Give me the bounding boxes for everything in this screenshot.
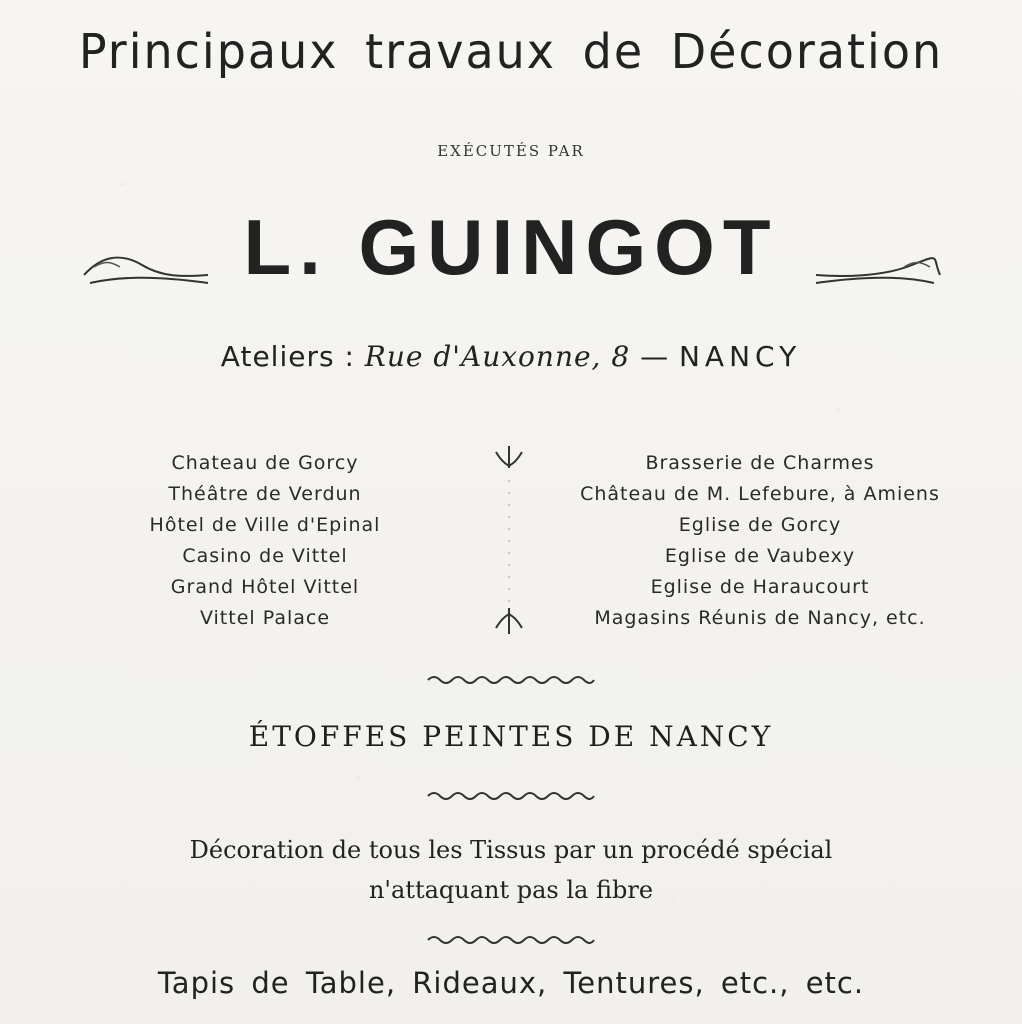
list-item: Grand Hôtel Vittel <box>170 576 360 598</box>
list-item: Eglise de Gorcy <box>678 514 842 536</box>
wavy-divider-1 <box>426 672 596 688</box>
list-item: Brasserie de Charmes <box>645 452 875 474</box>
vertical-divider-ornament <box>484 440 534 650</box>
list-item: Magasins Réunis de Nancy, etc. <box>594 607 926 629</box>
list-item: Théâtre de Verdun <box>168 483 362 505</box>
company-name: L. GUINGOT <box>243 203 779 291</box>
right-flourish-ornament <box>812 247 942 289</box>
works-list-left <box>110 448 420 634</box>
city-name: NANCY <box>678 340 802 373</box>
wavy-divider-2 <box>426 788 596 804</box>
list-item: Casino de Vittel <box>182 545 348 567</box>
page-title: Principaux travaux de Décoration <box>78 22 944 80</box>
list-item: Hôtel de Ville d'Epinal <box>149 514 381 536</box>
list-item: Vittel Palace <box>199 607 331 629</box>
address-separator: — <box>640 340 670 373</box>
footer-product-line: Tapis de Table, Rideaux, Tentures, etc., etc. <box>157 966 865 1000</box>
address-line <box>0 340 1022 373</box>
address-label: Ateliers : <box>220 340 355 373</box>
wavy-divider-3 <box>426 932 596 948</box>
description-line-2: n'attaquant pas la fibre <box>368 876 654 904</box>
works-list-right <box>545 448 975 634</box>
list-item: Château de M. Lefebure, à Amiens <box>580 483 940 505</box>
list-item: Eglise de Haraucourt <box>650 576 870 598</box>
description-line-1: Décoration de tous les Tissus par un procédé spécial <box>189 836 833 864</box>
list-item: Chateau de Gorcy <box>171 452 359 474</box>
subtitle: EXÉCUTÉS PAR <box>437 142 585 160</box>
section-description <box>0 830 1022 910</box>
list-item: Eglise de Vaubexy <box>664 545 856 567</box>
street-address: Rue d'Auxonne, 8 <box>364 340 631 373</box>
section-title: ÉTOFFES PEINTES DE NANCY <box>248 720 774 753</box>
